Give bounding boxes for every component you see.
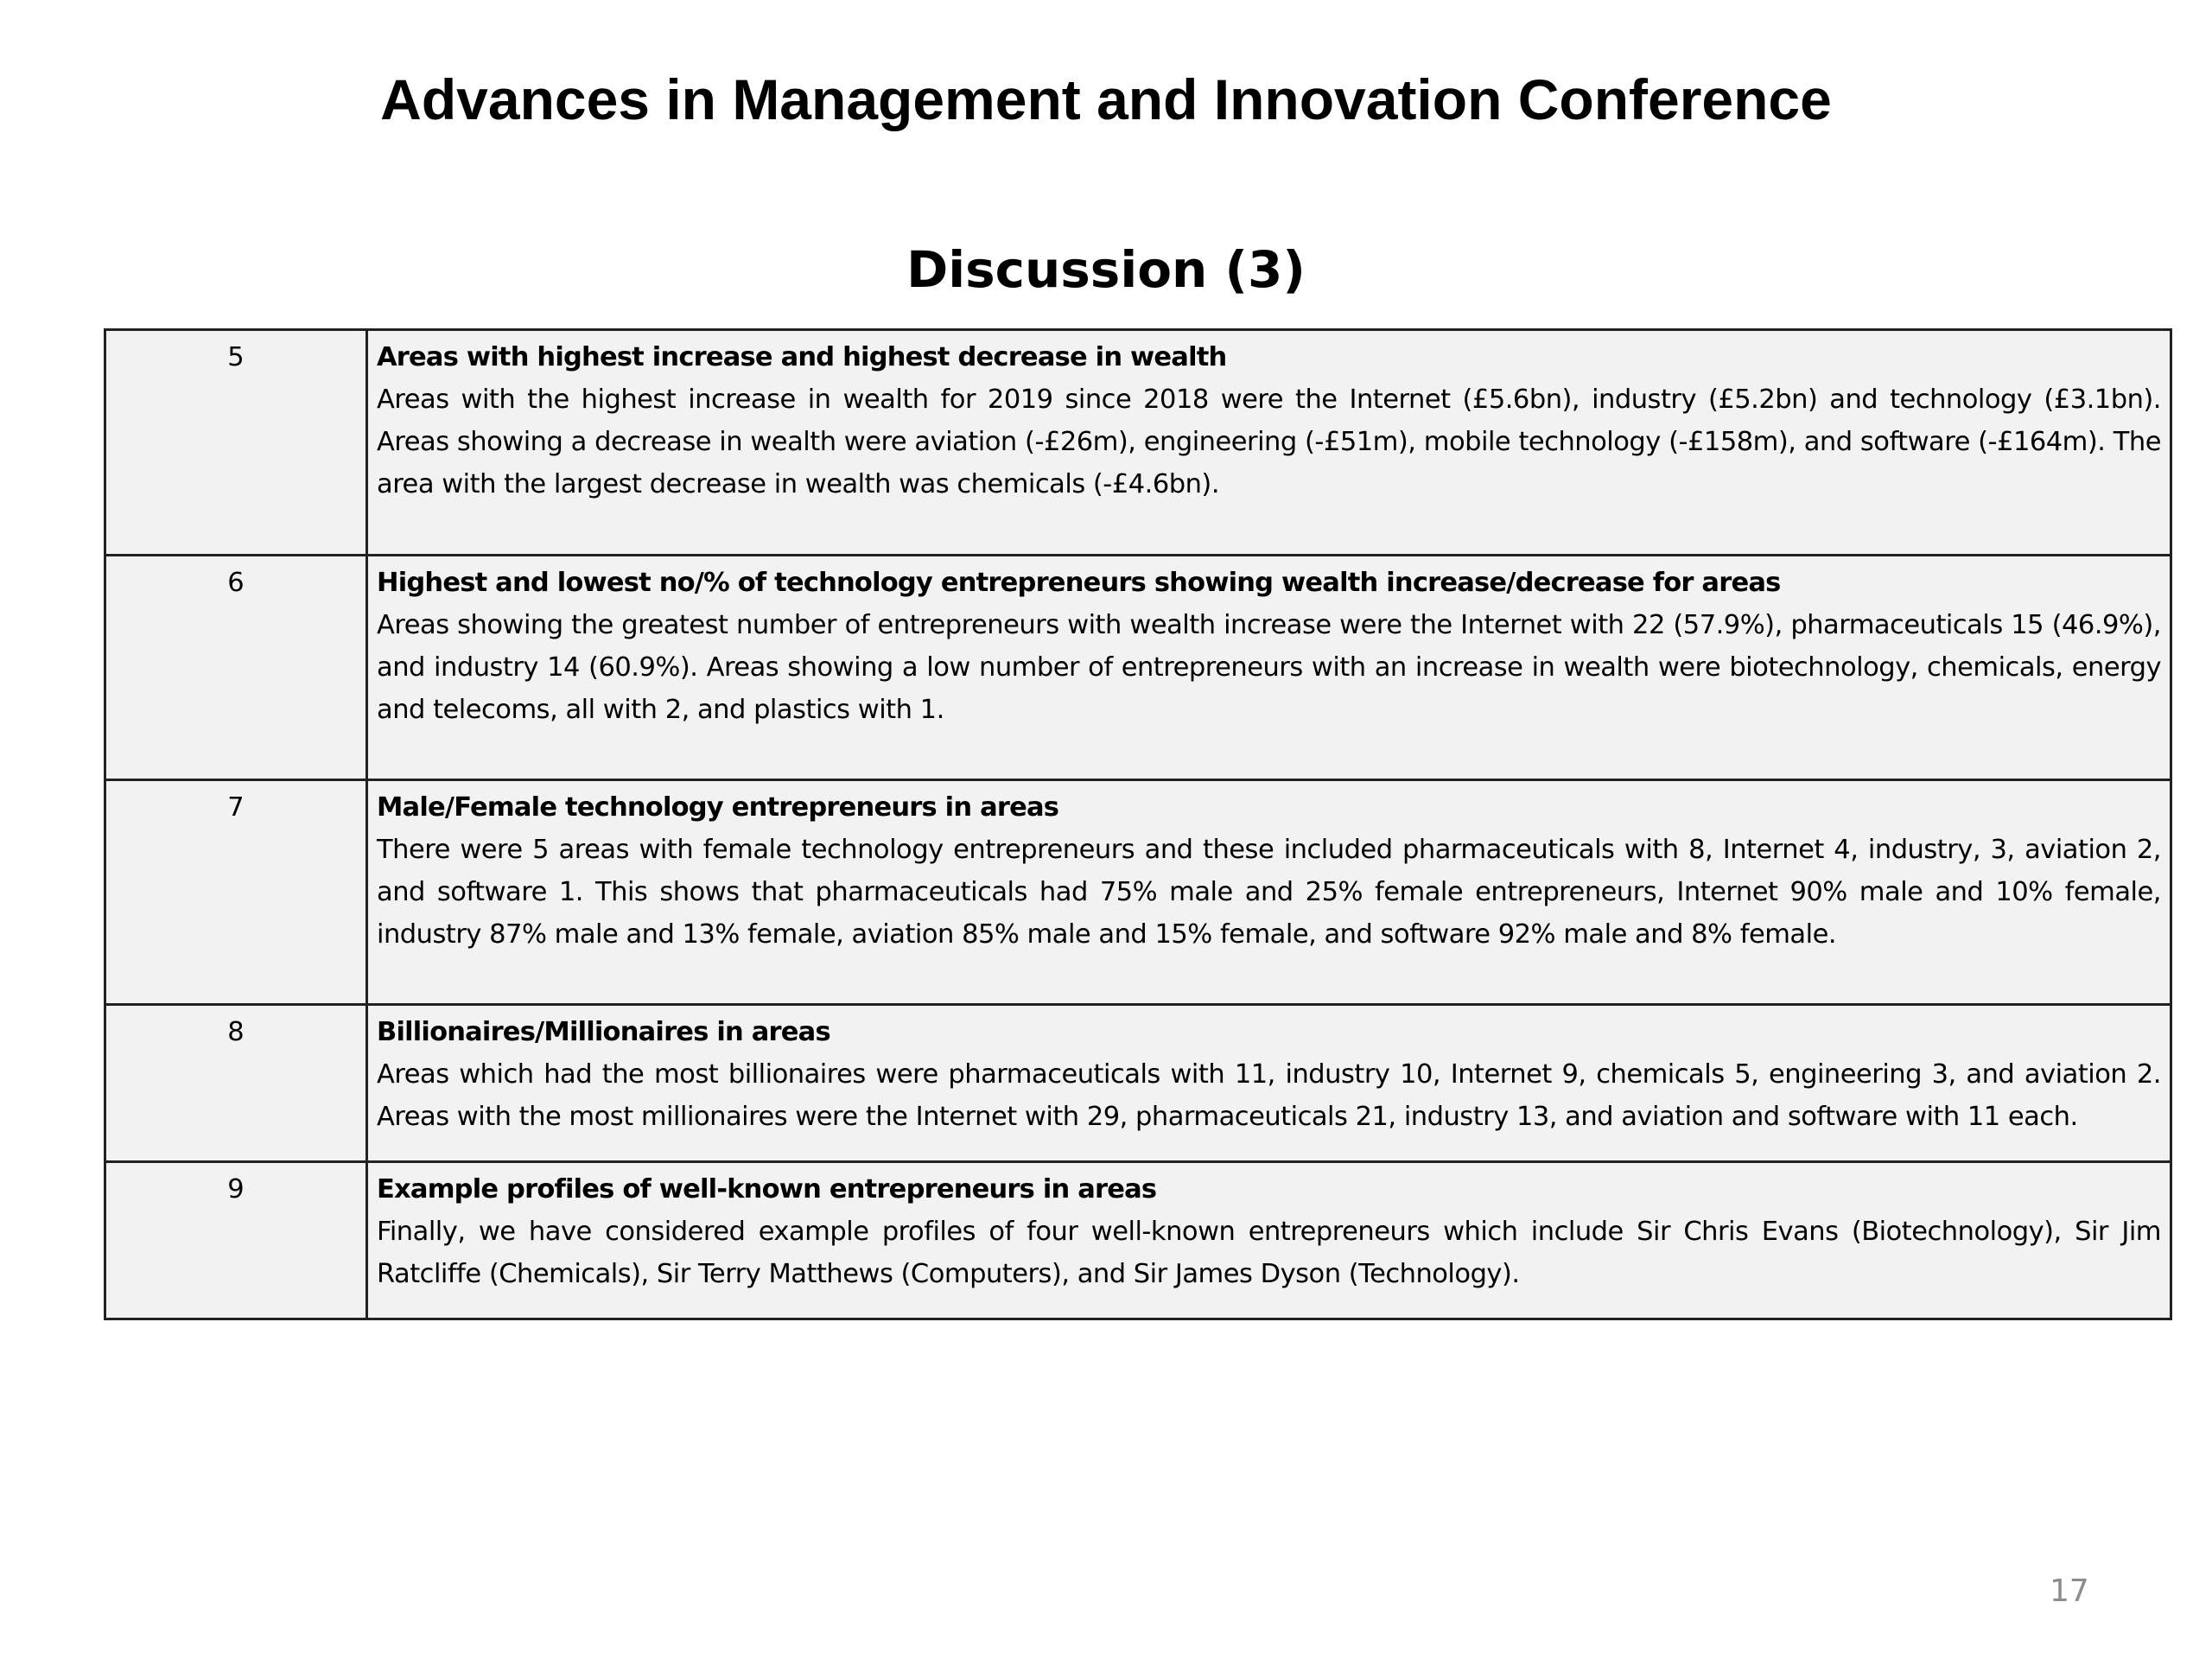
row-number: 7 — [105, 780, 367, 1005]
table-row — [105, 330, 2171, 556]
row-body: Areas showing the greatest number of entrepreneurs with wealth increase were the Internet with 22 (57.9%), pharmaceuticals 15 (46.9%), and industry 14 (60.9%). Areas showing a low number of entrepreneurs with an increase in wealth were biotechnology, chemicals, energy and telecoms, all with 2, and plastics with 1. — [377, 610, 2161, 725]
table-row — [105, 780, 2171, 1005]
row-heading: Areas with highest increase and highest decrease in wealth — [377, 342, 1227, 372]
row-body: Areas with the highest increase in wealth for 2019 since 2018 were the Internet (£5.6bn), industry (£5.2bn) and technology (£3.1bn). Areas showing a decrease in wealth were aviation (-£26m), engineering (-£51m), mobile technology (-£158m), and software (-£164m). The area with the largest decrease in wealth was chemicals (-£4.6bn). — [377, 385, 2161, 499]
row-body: There were 5 areas with female technology entrepreneurs and these included pharmaceuticals with 8, Internet 4, industry, 3, aviation 2, and software 1. This shows that pharmaceuticals had 75% male and 25% female entrepreneurs, Internet 90% male and 10% female, industry 87% male and 13% female, aviation 85% male and 15% female, and software 92% male and 8% female. — [377, 835, 2161, 950]
table-row — [105, 556, 2171, 780]
row-number: 6 — [105, 556, 367, 780]
row-content — [367, 780, 2171, 1005]
table-row — [105, 1162, 2171, 1319]
row-content — [367, 330, 2171, 556]
conference-title: Advances in Management and Innovation Conference — [380, 67, 1832, 131]
row-heading: Highest and lowest no/% of technology entrepreneurs showing wealth increase/decrease for areas — [377, 568, 1781, 598]
row-number: 5 — [105, 330, 367, 556]
discussion-table — [104, 328, 2172, 1320]
page-number: 17 — [2050, 1573, 2089, 1609]
row-heading: Male/Female technology entrepreneurs in areas — [377, 792, 1059, 823]
row-body: Finally, we have considered example profiles of four well-known entrepreneurs which include Sir Chris Evans (Biotechnology), Sir Jim Ratcliffe (Chemicals), Sir Terry Matthews (Computers), and Sir James Dyson (Technology). — [377, 1217, 2161, 1289]
row-content — [367, 556, 2171, 780]
row-body: Areas which had the most billionaires were pharmaceuticals with 11, industry 10, Internet 9, chemicals 5, engineering 3, and aviation 2. Areas with the most millionaires were the Internet with 29, pharmaceuticals 21, industry 13, and aviation and software with 11 each. — [377, 1059, 2161, 1132]
row-heading: Billionaires/Millionaires in areas — [377, 1017, 830, 1047]
row-content — [367, 1162, 2171, 1319]
row-number: 8 — [105, 1005, 367, 1162]
row-content — [367, 1005, 2171, 1162]
slide-title: Discussion (3) — [906, 240, 1306, 299]
table-row — [105, 1005, 2171, 1162]
row-heading: Example profiles of well-known entrepreneurs in areas — [377, 1174, 1157, 1205]
row-number: 9 — [105, 1162, 367, 1319]
